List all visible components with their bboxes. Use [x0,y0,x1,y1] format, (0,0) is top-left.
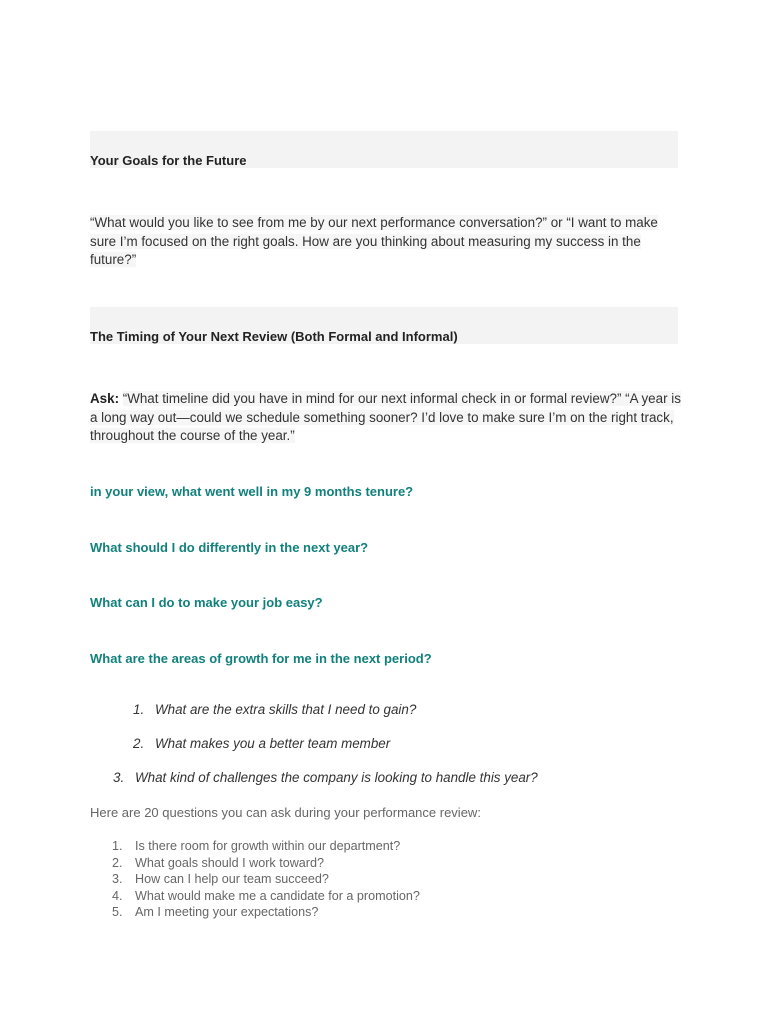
question-heading: in your view, what went well in my 9 months tenure? [90,484,414,499]
section-heading-goals: Your Goals for the Future [90,153,247,168]
list-text: What would make me a candidate for a promotion? [135,888,420,903]
list-number: 2. [112,855,123,870]
sub-list-item [133,736,390,751]
timing-quote-paragraph [90,390,682,446]
review-questions-list [112,838,420,921]
list-number: 3. [112,872,123,886]
question-heading: What can I do to make your job easy? [90,595,323,610]
sub-list-number: 3. [113,770,125,785]
sub-list-text: What makes you a better team member [155,736,391,751]
section-heading-timing: The Timing of Your Next Review (Both Formal and Informal) [90,329,458,344]
goals-quote-paragraph [90,214,682,270]
sub-list-number: 2. [133,736,145,751]
list-number: 1. [112,839,123,853]
list-number: 5. [112,905,123,919]
sub-list-item [133,702,416,717]
goals-quote-text: “What would you like to see from me by our next performance conversation?” or “I want to make sure I’m focused on the right goals. How are you thinking about measuring my success in the future?” [90,215,658,267]
list-item [112,888,420,905]
ask-label: Ask: [90,391,120,406]
list-item [112,838,420,855]
list-text: Am I meeting your expectations? [135,905,319,919]
sub-list-number: 1. [133,702,145,717]
timing-quote-text: “What timeline did you have in mind for our next informal check in or formal review?” “A year is a long way out—could we schedule something sooner? I’d love to make sure I’m on the right track, throughout the course of the year.” [90,391,681,443]
list-intro: Here are 20 questions you can ask during your performance review: [90,805,481,820]
list-number: 4. [112,888,123,903]
question-heading: What should I do differently in the next year? [90,540,369,555]
sub-list-text: What are the extra skills that I need to gain? [155,702,417,717]
question-heading: What are the areas of growth for me in the next period? [90,651,432,666]
list-item [112,855,420,872]
list-item [112,871,420,888]
list-text: Is there room for growth within our department? [135,839,401,853]
list-item [112,904,420,921]
sub-list-item [113,770,538,785]
sub-list-text: What kind of challenges the company is looking to handle this year? [135,770,538,785]
list-text: What goals should I work toward? [135,855,324,870]
list-text: How can I help our team succeed? [135,872,329,886]
